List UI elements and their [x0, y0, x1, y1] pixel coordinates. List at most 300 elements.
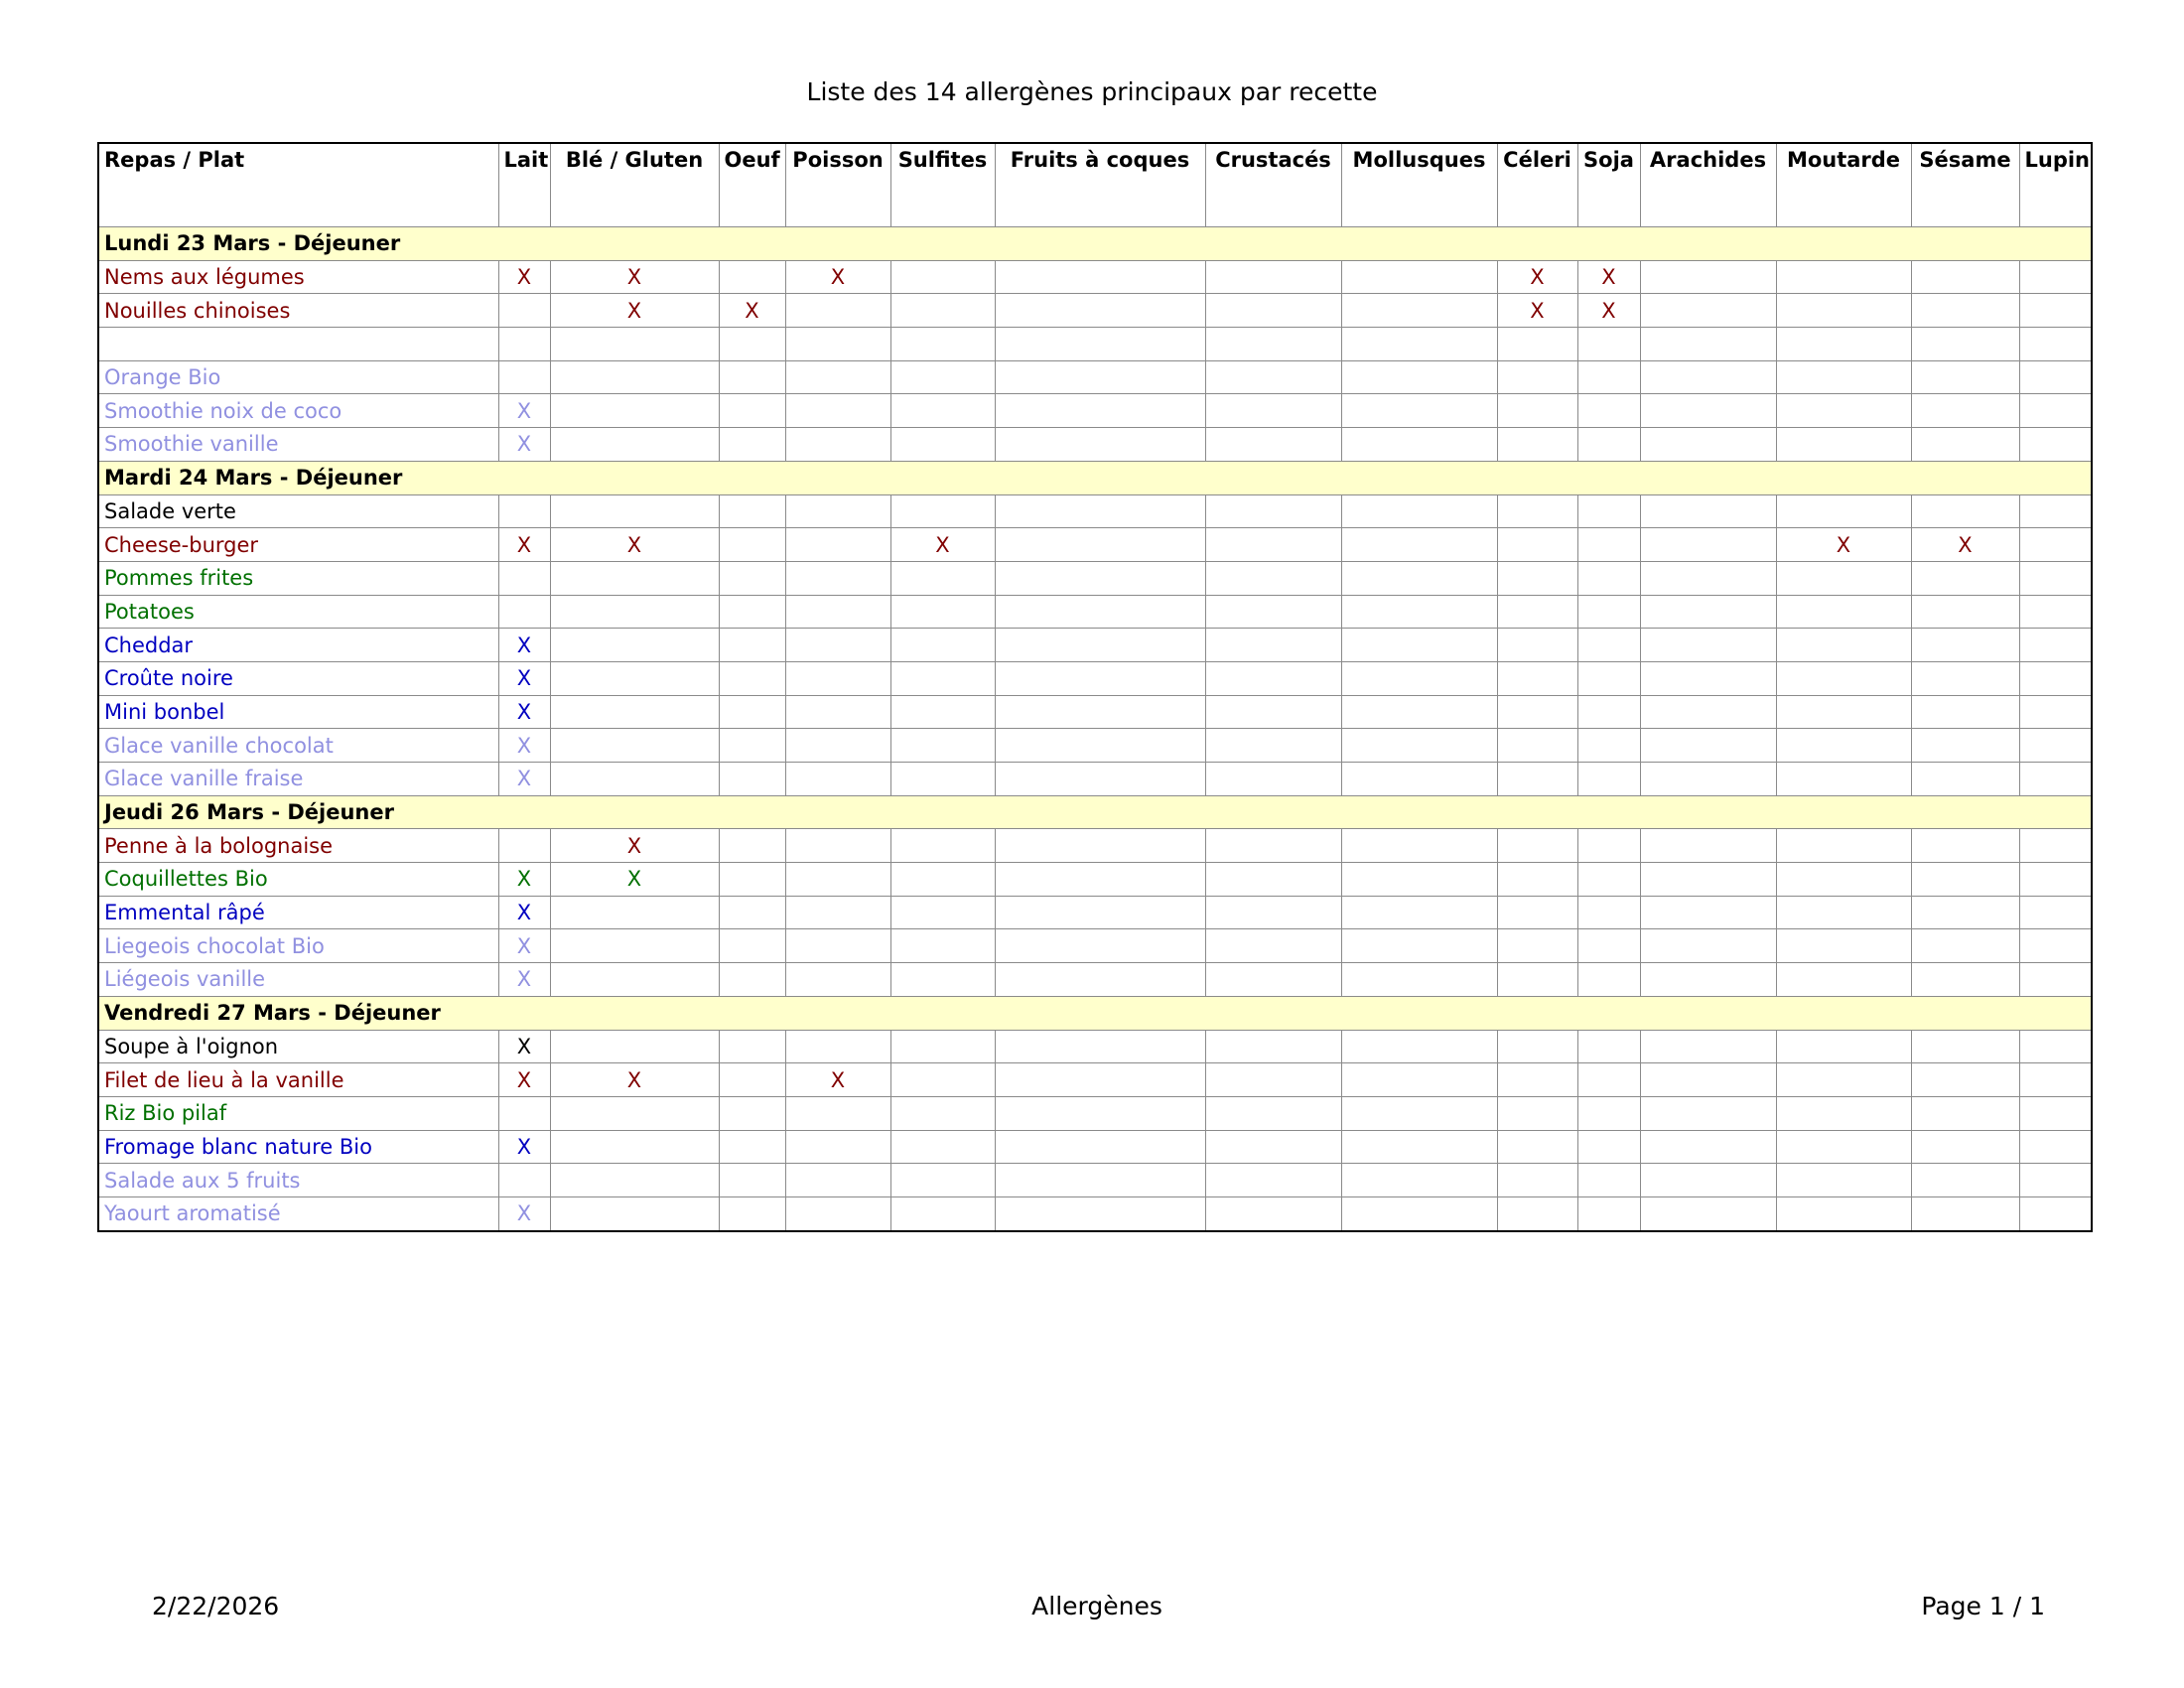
allergen-cell — [1577, 360, 1640, 394]
allergen-cell — [890, 1196, 995, 1230]
allergen-cell — [1776, 260, 1911, 294]
allergen-cell — [1497, 1096, 1577, 1130]
allergen-cell — [1776, 896, 1911, 929]
allergen-cell — [719, 729, 785, 763]
header-allergen: Crustacés — [1205, 143, 1341, 227]
allergen-cell: X — [498, 1063, 550, 1097]
allergen-cell — [1205, 863, 1341, 897]
table-row — [98, 328, 2092, 361]
allergen-cell — [1341, 1130, 1497, 1164]
allergen-cell — [1577, 1196, 1640, 1230]
allergen-cell: X — [550, 260, 719, 294]
allergen-cell — [890, 1063, 995, 1097]
dish-name: Penne à la bolognaise — [98, 829, 498, 863]
table-row — [98, 561, 2092, 595]
allergen-cell — [719, 1030, 785, 1063]
allergen-cell — [1577, 896, 1640, 929]
allergen-cell — [1640, 1063, 1776, 1097]
allergen-cell — [1577, 1096, 1640, 1130]
allergen-cell — [1497, 729, 1577, 763]
allergen-cell — [1205, 829, 1341, 863]
allergen-cell — [1205, 896, 1341, 929]
dish-name: Cheese-burger — [98, 528, 498, 562]
allergen-cell — [890, 294, 995, 328]
allergen-cell — [1577, 763, 1640, 796]
allergen-cell — [719, 428, 785, 462]
header-allergen: Fruits à coques — [995, 143, 1205, 227]
allergen-cell: X — [498, 528, 550, 562]
allergen-cell — [2019, 896, 2092, 929]
allergen-cell — [1341, 494, 1497, 528]
allergen-cell — [1577, 1063, 1640, 1097]
allergen-cell — [1341, 1164, 1497, 1197]
allergen-cell — [1577, 561, 1640, 595]
allergen-cell — [1497, 863, 1577, 897]
allergen-cell — [785, 829, 890, 863]
allergen-cell — [995, 763, 1205, 796]
allergen-cell — [1341, 360, 1497, 394]
allergen-cell — [1497, 763, 1577, 796]
allergen-cell — [1497, 360, 1577, 394]
footer-date: 2/22/2026 — [152, 1592, 280, 1620]
allergen-cell — [785, 629, 890, 662]
allergen-cell: X — [498, 629, 550, 662]
allergen-cell: X — [498, 1130, 550, 1164]
allergen-cell — [785, 763, 890, 796]
allergen-cell — [1640, 863, 1776, 897]
dish-name: Smoothie vanille — [98, 428, 498, 462]
allergen-cell — [1341, 328, 1497, 361]
allergen-cell — [1577, 929, 1640, 963]
allergen-cell — [550, 394, 719, 428]
allergen-cell — [995, 963, 1205, 997]
allergen-cell — [1497, 1164, 1577, 1197]
allergen-cell — [550, 896, 719, 929]
allergen-cell — [2019, 629, 2092, 662]
allergen-cell — [1640, 763, 1776, 796]
allergen-cell — [1776, 729, 1911, 763]
allergen-cell — [1776, 1164, 1911, 1197]
allergen-cell — [719, 1130, 785, 1164]
allergen-cell — [995, 428, 1205, 462]
allergen-cell — [1776, 294, 1911, 328]
allergen-cell — [1911, 428, 2019, 462]
allergen-cell — [1640, 561, 1776, 595]
allergen-cell — [1911, 294, 2019, 328]
table-row — [98, 896, 2092, 929]
allergen-cell: X — [1776, 528, 1911, 562]
allergen-cell — [890, 394, 995, 428]
dish-name: Croûte noire — [98, 661, 498, 695]
allergen-cell — [498, 1096, 550, 1130]
allergen-cell — [550, 1164, 719, 1197]
allergen-cell — [498, 829, 550, 863]
table-row — [98, 494, 2092, 528]
allergen-cell — [550, 963, 719, 997]
allergen-cell — [1640, 695, 1776, 729]
allergen-cell — [1776, 1063, 1911, 1097]
allergen-cell — [1205, 1196, 1341, 1230]
allergen-cell — [1776, 394, 1911, 428]
allergen-cell — [1776, 1196, 1911, 1230]
table-row — [98, 1030, 2092, 1063]
allergen-cell — [1341, 595, 1497, 629]
allergen-cell — [1205, 260, 1341, 294]
allergen-cell — [1341, 629, 1497, 662]
allergen-cell — [785, 963, 890, 997]
allergen-cell — [1341, 963, 1497, 997]
allergen-cell — [550, 629, 719, 662]
header-row — [98, 143, 2092, 227]
allergen-cell — [1497, 1063, 1577, 1097]
dish-name: Fromage blanc nature Bio — [98, 1130, 498, 1164]
allergen-cell: X — [498, 695, 550, 729]
allergen-cell — [550, 929, 719, 963]
day-label: Jeudi 26 Mars - Déjeuner — [98, 795, 2092, 829]
allergen-cell — [2019, 1130, 2092, 1164]
allergen-cell — [890, 896, 995, 929]
allergen-cell — [890, 629, 995, 662]
header-allergen: Sulfites — [890, 143, 995, 227]
dish-name: Nouilles chinoises — [98, 294, 498, 328]
allergen-cell — [785, 561, 890, 595]
allergen-cell — [2019, 661, 2092, 695]
allergen-cell: X — [785, 260, 890, 294]
allergen-cell — [995, 929, 1205, 963]
allergen-cell — [785, 528, 890, 562]
allergen-cell — [719, 528, 785, 562]
allergen-cell — [1497, 528, 1577, 562]
dish-name: Coquillettes Bio — [98, 863, 498, 897]
table-row — [98, 1096, 2092, 1130]
allergen-cell: X — [550, 863, 719, 897]
allergen-cell — [1776, 695, 1911, 729]
table-row — [98, 661, 2092, 695]
allergen-cell — [785, 1030, 890, 1063]
allergen-cell — [995, 360, 1205, 394]
allergen-cell — [1911, 595, 2019, 629]
allergen-cell — [719, 829, 785, 863]
allergen-cell — [995, 595, 1205, 629]
allergen-cell — [719, 595, 785, 629]
allergen-cell — [995, 896, 1205, 929]
allergen-cell — [995, 1130, 1205, 1164]
allergen-cell — [1205, 561, 1341, 595]
allergen-cell: X — [550, 1063, 719, 1097]
allergen-cell — [995, 1063, 1205, 1097]
header-allergen: Soja — [1577, 143, 1640, 227]
allergen-cell — [995, 294, 1205, 328]
allergen-cell — [550, 328, 719, 361]
allergen-cell — [1911, 1063, 2019, 1097]
allergen-cell — [1911, 494, 2019, 528]
allergen-cell — [1341, 1030, 1497, 1063]
allergen-cell — [1577, 829, 1640, 863]
allergen-cell — [995, 328, 1205, 361]
dish-name: Mini bonbel — [98, 695, 498, 729]
allergen-cell — [1577, 394, 1640, 428]
dish-name: Glace vanille fraise — [98, 763, 498, 796]
allergen-cell — [2019, 328, 2092, 361]
allergen-cell — [890, 595, 995, 629]
allergen-cell — [1776, 661, 1911, 695]
header-allergen: Céleri — [1497, 143, 1577, 227]
dish-name: Nems aux légumes — [98, 260, 498, 294]
header-allergen: Mollusques — [1341, 143, 1497, 227]
allergen-cell — [1341, 763, 1497, 796]
allergen-cell — [1640, 829, 1776, 863]
allergen-cell — [719, 629, 785, 662]
allergen-cell — [1640, 1196, 1776, 1230]
allergen-cell — [550, 763, 719, 796]
allergen-cell — [1776, 629, 1911, 662]
table-row — [98, 595, 2092, 629]
dish-name: Pommes frites — [98, 561, 498, 595]
allergen-cell — [1640, 428, 1776, 462]
allergen-cell — [890, 360, 995, 394]
allergen-cell — [995, 1196, 1205, 1230]
table-row — [98, 394, 2092, 428]
allergen-cell — [1341, 528, 1497, 562]
allergen-cell — [719, 896, 785, 929]
allergen-cell: X — [785, 1063, 890, 1097]
allergen-cell: X — [498, 929, 550, 963]
dish-name: Glace vanille chocolat — [98, 729, 498, 763]
allergen-cell — [1497, 963, 1577, 997]
allergen-cell — [1577, 661, 1640, 695]
allergen-cell — [1911, 929, 2019, 963]
allergen-cell — [1205, 528, 1341, 562]
allergen-cell — [719, 863, 785, 897]
allergen-cell — [1776, 1030, 1911, 1063]
allergen-cell — [1911, 896, 2019, 929]
allergen-cell — [1577, 863, 1640, 897]
allergen-cell — [1341, 561, 1497, 595]
allergen-cell — [785, 929, 890, 963]
allergen-cell — [890, 1030, 995, 1063]
header-allergen: Arachides — [1640, 143, 1776, 227]
allergen-cell: X — [498, 661, 550, 695]
allergen-cell — [785, 1130, 890, 1164]
allergen-cell — [995, 661, 1205, 695]
allergen-cell — [1497, 1030, 1577, 1063]
allergen-cell — [2019, 360, 2092, 394]
allergen-cell — [785, 1096, 890, 1130]
allergen-cell — [1911, 328, 2019, 361]
allergen-cell — [1341, 260, 1497, 294]
allergen-cell — [995, 729, 1205, 763]
allergen-cell — [890, 428, 995, 462]
footer-page-number: Page 1 / 1 — [1921, 1592, 2045, 1620]
allergen-cell — [1205, 661, 1341, 695]
allergen-cell — [2019, 863, 2092, 897]
allergen-cell — [1205, 1164, 1341, 1197]
allergen-cell — [1911, 729, 2019, 763]
allergen-cell — [1911, 561, 2019, 595]
allergen-cell — [550, 595, 719, 629]
allergen-cell — [719, 963, 785, 997]
allergen-cell — [1205, 1063, 1341, 1097]
allergen-cell — [719, 1063, 785, 1097]
allergen-cell — [2019, 1164, 2092, 1197]
allergen-cell: X — [498, 1030, 550, 1063]
allergen-cell — [1640, 929, 1776, 963]
allergen-cell — [1776, 328, 1911, 361]
allergen-cell — [995, 829, 1205, 863]
allergen-cell — [2019, 829, 2092, 863]
allergen-cell — [719, 394, 785, 428]
allergen-cell — [1205, 294, 1341, 328]
allergen-cell — [1640, 1096, 1776, 1130]
day-label: Mardi 24 Mars - Déjeuner — [98, 461, 2092, 494]
allergen-cell — [890, 963, 995, 997]
table-row — [98, 294, 2092, 328]
allergen-cell — [1911, 863, 2019, 897]
allergen-cell — [1341, 863, 1497, 897]
allergen-cell — [1341, 829, 1497, 863]
allergen-cell — [1577, 494, 1640, 528]
allergen-cell — [498, 1164, 550, 1197]
allergen-cell — [550, 729, 719, 763]
header-allergen: Lupin — [2019, 143, 2092, 227]
allergen-cell — [1776, 595, 1911, 629]
allergen-cell — [1577, 1030, 1640, 1063]
allergen-cell — [785, 1164, 890, 1197]
allergen-cell — [785, 695, 890, 729]
allergen-cell — [1640, 629, 1776, 662]
allergen-cell — [2019, 1096, 2092, 1130]
allergen-cell — [1497, 661, 1577, 695]
allergen-cell — [1911, 963, 2019, 997]
allergen-cell — [1640, 1130, 1776, 1164]
allergen-cell — [995, 1030, 1205, 1063]
allergen-cell: X — [1577, 294, 1640, 328]
table-row — [98, 528, 2092, 562]
allergen-cell: X — [1497, 294, 1577, 328]
allergen-cell — [1776, 360, 1911, 394]
allergen-cell — [1205, 963, 1341, 997]
allergen-cell — [890, 661, 995, 695]
allergen-cell — [1577, 428, 1640, 462]
allergen-cell — [1497, 695, 1577, 729]
allergen-cell — [1497, 394, 1577, 428]
allergen-cell — [1640, 328, 1776, 361]
allergen-cell — [1205, 695, 1341, 729]
allergen-cell — [719, 561, 785, 595]
table-row — [98, 360, 2092, 394]
allergen-cell — [2019, 294, 2092, 328]
allergen-cell — [995, 1164, 1205, 1197]
header-allergen: Oeuf — [719, 143, 785, 227]
allergen-cell — [1640, 394, 1776, 428]
allergen-cell — [1341, 1196, 1497, 1230]
allergen-table — [97, 142, 2093, 1232]
allergen-cell — [719, 1096, 785, 1130]
allergen-cell — [1911, 661, 2019, 695]
allergen-cell — [498, 328, 550, 361]
allergen-cell: X — [498, 863, 550, 897]
allergen-cell — [785, 394, 890, 428]
allergen-cell — [1205, 1130, 1341, 1164]
allergen-cell — [1640, 260, 1776, 294]
allergen-cell — [550, 695, 719, 729]
table-row — [98, 929, 2092, 963]
allergen-cell — [995, 561, 1205, 595]
day-header-row — [98, 461, 2092, 494]
allergen-cell — [1911, 1030, 2019, 1063]
allergen-cell — [719, 1196, 785, 1230]
allergen-cell — [1341, 729, 1497, 763]
allergen-cell — [1205, 1030, 1341, 1063]
allergen-cell — [890, 1130, 995, 1164]
allergen-cell — [785, 896, 890, 929]
table-row — [98, 260, 2092, 294]
allergen-cell — [1341, 661, 1497, 695]
allergen-cell — [2019, 561, 2092, 595]
table-row — [98, 1063, 2092, 1097]
allergen-cell — [2019, 963, 2092, 997]
allergen-cell — [1640, 729, 1776, 763]
allergen-cell — [890, 929, 995, 963]
allergen-cell — [2019, 428, 2092, 462]
dish-name: Riz Bio pilaf — [98, 1096, 498, 1130]
allergen-cell — [1911, 829, 2019, 863]
allergen-cell — [550, 1096, 719, 1130]
allergen-cell: X — [1497, 260, 1577, 294]
allergen-cell — [2019, 695, 2092, 729]
allergen-cell: X — [890, 528, 995, 562]
table-row — [98, 829, 2092, 863]
allergen-cell — [890, 1096, 995, 1130]
allergen-cell — [1205, 1096, 1341, 1130]
allergen-cell — [1911, 695, 2019, 729]
allergen-cell — [1640, 528, 1776, 562]
allergen-cell — [2019, 260, 2092, 294]
allergen-cell — [785, 428, 890, 462]
allergen-cell — [498, 494, 550, 528]
allergen-cell — [2019, 1196, 2092, 1230]
allergen-cell — [1577, 729, 1640, 763]
table-row — [98, 863, 2092, 897]
allergen-cell — [550, 494, 719, 528]
allergen-cell — [719, 360, 785, 394]
allergen-cell — [1776, 829, 1911, 863]
day-header-row — [98, 227, 2092, 261]
allergen-cell — [1497, 1130, 1577, 1164]
allergen-cell — [1776, 1096, 1911, 1130]
allergen-cell: X — [498, 1196, 550, 1230]
allergen-cell — [890, 1164, 995, 1197]
allergen-cell — [2019, 929, 2092, 963]
allergen-cell — [498, 294, 550, 328]
dish-name: Smoothie noix de coco — [98, 394, 498, 428]
allergen-cell: X — [498, 394, 550, 428]
allergen-cell — [890, 328, 995, 361]
allergen-cell: X — [498, 896, 550, 929]
allergen-cell — [1911, 1096, 2019, 1130]
allergen-cell: X — [719, 294, 785, 328]
allergen-cell — [2019, 494, 2092, 528]
allergen-cell — [1776, 428, 1911, 462]
table-row — [98, 428, 2092, 462]
table-row — [98, 963, 2092, 997]
allergen-cell — [1577, 963, 1640, 997]
allergen-cell — [1497, 328, 1577, 361]
allergen-cell — [1497, 494, 1577, 528]
allergen-cell — [995, 629, 1205, 662]
allergen-cell — [719, 763, 785, 796]
allergen-cell — [785, 360, 890, 394]
